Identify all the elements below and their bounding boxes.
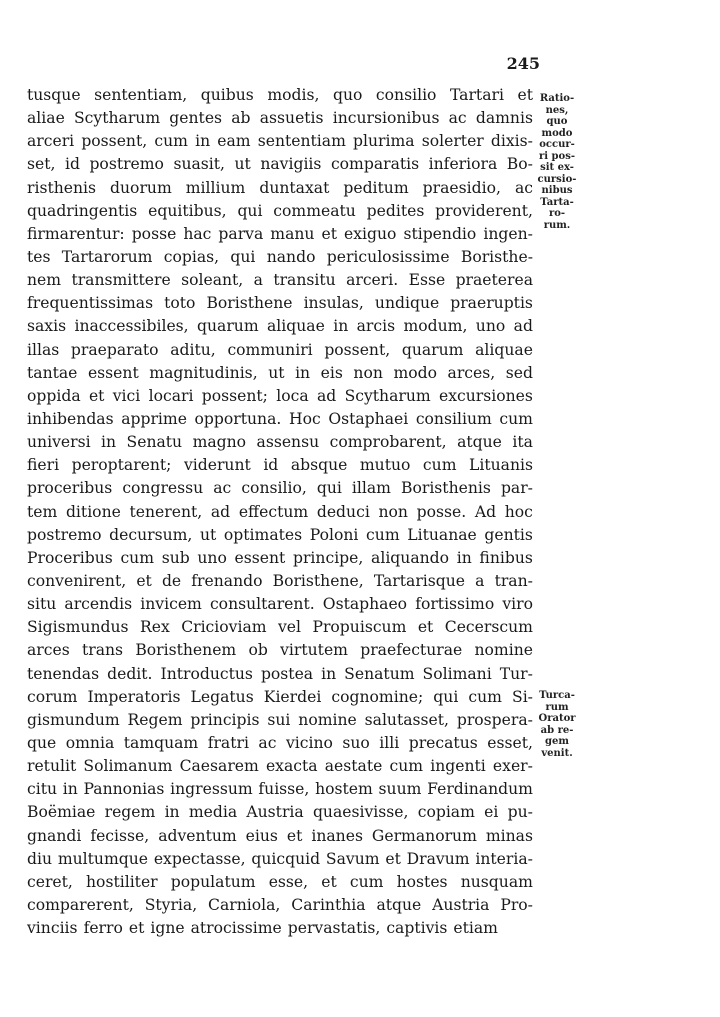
marginal-note-line: quo: [546, 116, 568, 127]
text-line: citu in Pannonias ingressum fuisse, hostem suum Ferdinandum: [27, 780, 533, 799]
marginal-note-line: Orator: [538, 713, 576, 724]
text-line: arces trans Boristhenem ob virtutem praefecturae nomine: [27, 641, 533, 660]
text-line: set, id postremo suasit, ut navigiis comparatis inferiora Bo-: [27, 155, 533, 174]
text-line: diu multumque expectasse, quicquid Savum et Dravum interia-: [27, 849, 533, 868]
page-number: 245: [506, 54, 540, 73]
text-line: tusque sententiam, quibus modis, quo consilio Tartari et: [27, 86, 533, 104]
text-line: comparerent, Styria, Carniola, Carinthia atque Austria Pro-: [27, 895, 533, 914]
text-line: arceri possent, cum in eam sententiam plurima solerter dixis-: [27, 132, 533, 151]
text-line: vinciis ferro et igne atrocissime pervastatis, captivis etiam: [27, 919, 498, 938]
text-line: Proceribus cum sub uno essent principe, aliquando in finibus: [27, 548, 533, 567]
marginal-note-line: Tarta-: [540, 196, 574, 208]
main-text: [27, 84, 533, 940]
text-line: frequentissimas toto Boristhene insulas, undique praeruptis: [27, 294, 533, 313]
text-line: tem ditione tenerent, ad effectum deduci non posse. Ad hoc: [27, 502, 533, 521]
text-line: convenirent, et de frenando Boristhene, Tartarisque a tran-: [27, 571, 533, 590]
text-line: que omnia tamquam fratri ac vicino suo illi precatus esset,: [27, 733, 533, 752]
marginal-note-line: gem: [545, 736, 569, 747]
text-line: oppida et vici locari possent; loca ad Scytharum excursiones: [27, 386, 533, 405]
text-line: quadringentis equitibus, qui commeatu pedites providerent,: [27, 201, 533, 220]
text-line: Sigismundus Rex Cricioviam vel Propuiscum et Cecerscum: [27, 618, 533, 637]
marginal-note-line: occur-: [539, 139, 575, 150]
text-line: postremo decursum, ut optimates Poloni cum Lituanae gentis: [27, 525, 533, 544]
marginal-note-line: ri pos-: [539, 150, 575, 162]
text-line: gnandi fecisse, adventum eius et inanes Germanorum minas: [27, 826, 533, 845]
text-line: ceret, hostiliter populatum esse, et cum hostes nusquam: [27, 872, 533, 891]
marginal-note-rationes: [536, 93, 578, 231]
text-line: gismundum Regem principis sui nomine salutasset, prospera-: [27, 710, 533, 729]
text-line: situ arcendis invicem consultarent. Ostaphaeo fortissimo viro: [27, 595, 533, 614]
text-line: firmarentur: posse hac parva manu et exiguo stipendio ingen-: [27, 224, 533, 243]
text-line: tes Tartarorum copias, qui nando periculosissime Boristhe-: [27, 247, 533, 266]
marginal-note-line: sit ex-: [540, 162, 574, 173]
marginal-note-line: cursio-: [537, 173, 577, 185]
marginal-note-line: venit.: [541, 747, 573, 759]
text-line: retulit Solimanum Caesarem exacta aestate cum ingenti exer-: [27, 757, 533, 776]
text-line: saxis inaccessibiles, quarum aliquae in arcis modum, uno ad: [27, 317, 533, 336]
marginal-note-line: Turca-: [539, 690, 575, 701]
text-line: Boëmiae regem in media Austria quaesivisse, copiam ei pu-: [27, 803, 533, 822]
text-line: tenendas dedit. Introductus postea in Senatum Solimani Tur-: [27, 664, 533, 683]
marginal-note-line: nes,: [545, 104, 569, 116]
text-line: aliae Scytharum gentes ab assuetis incursionibus ac damnis: [27, 109, 533, 128]
marginal-note-turcarum: [536, 690, 578, 759]
marginal-note-line: rum: [545, 701, 569, 713]
text-line: illas praeparato aditu, communiri possent, quarum aliquae: [27, 340, 533, 359]
text-line: universi in Senatu magno assensu comprobarent, atque ita: [27, 433, 533, 452]
marginal-note-line: ro-: [548, 208, 566, 219]
text-line: corum Imperatoris Legatus Kierdei cognomine; qui cum Si-: [27, 687, 533, 706]
text-line: risthenis duorum millium duntaxat peditum praesidio, ac: [27, 178, 533, 197]
marginal-note-line: nibus: [541, 185, 573, 196]
text-line: inhibendas apprime opportuna. Hoc Ostaphaei consilium cum: [27, 409, 533, 428]
marginal-note-line: ab re-: [540, 724, 574, 736]
text-line: nem transmittere soleant, a transitu arceri. Esse praeterea: [27, 271, 533, 290]
text-line: proceribus congressu ac consilio, qui illam Boristhenis par-: [27, 479, 533, 498]
marginal-note-line: rum.: [543, 219, 571, 231]
text-line: tantae essent magnitudinis, ut in eis non modo arces, sed: [27, 363, 533, 382]
marginal-note-line: Ratio-: [539, 93, 575, 104]
text-line: fieri peroptarent; viderunt id absque mutuo cum Lituanis: [27, 456, 533, 475]
marginal-note-line: modo: [541, 127, 573, 139]
